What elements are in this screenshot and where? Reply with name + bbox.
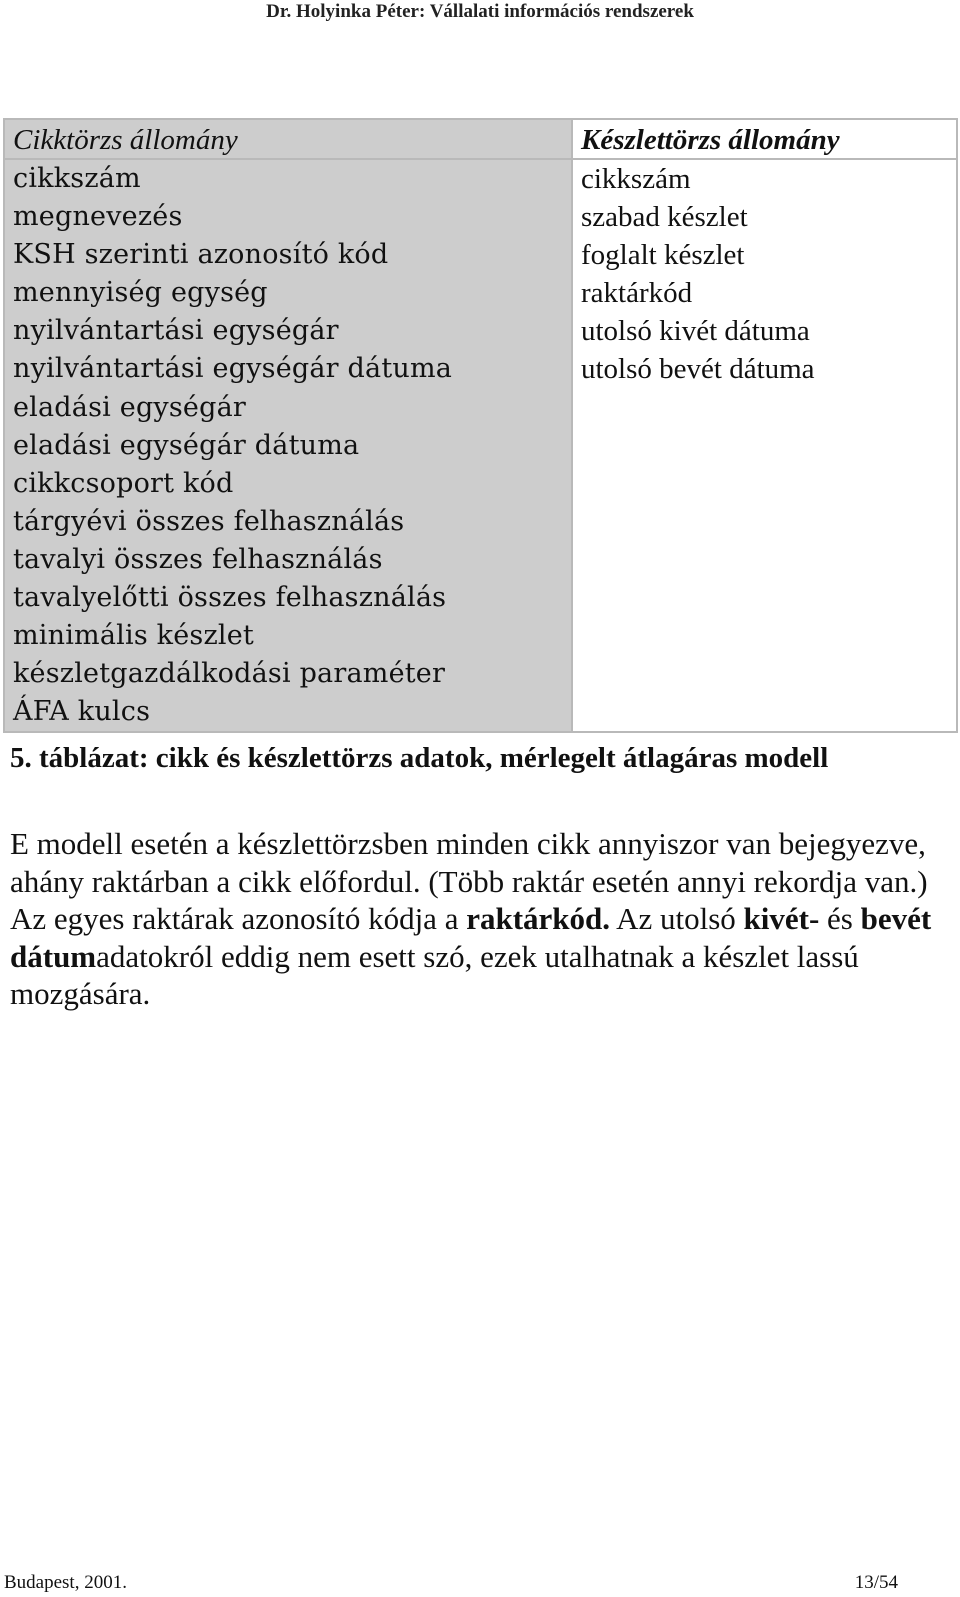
list-item: szabad készlet bbox=[581, 201, 748, 234]
left-column-title: Cikktörzs állomány bbox=[4, 119, 572, 159]
list-item: nyilvántartási egységár bbox=[13, 315, 339, 347]
list-item: utolsó kivét dátuma bbox=[581, 315, 810, 348]
right-column-body bbox=[572, 159, 957, 732]
list-item: tárgyévi összes felhasználás bbox=[13, 505, 405, 537]
list-item: megnevezés bbox=[13, 201, 183, 233]
right-field-list bbox=[573, 160, 956, 389]
page-number: 13/54 bbox=[854, 1572, 898, 1593]
paragraph-text: E modell esetén a készlettörzsben minden cikk annyiszor van bejegyezve, ahány raktárban a cikk előfordul. (Több raktár esetén annyi rekordja van.) Az egyes raktárak azonosító kódja a bbox=[10, 826, 928, 936]
paragraph-bold-term: bevét dátum bbox=[10, 901, 932, 974]
body-paragraph bbox=[10, 825, 950, 1013]
paragraph-bold-term: raktárkód. bbox=[466, 901, 611, 936]
list-item: ÁFA kulcs bbox=[13, 696, 151, 728]
footer-location-date: Budapest, 2001. bbox=[4, 1572, 127, 1593]
list-item: minimális készlet bbox=[13, 620, 254, 652]
table-caption: 5. táblázat: cikk és készlettörzs adatok, mérlegelt átlagáras modell bbox=[10, 742, 829, 774]
list-item: eladási egységár bbox=[13, 391, 247, 423]
list-item: utolsó bevét dátuma bbox=[581, 353, 815, 386]
list-item: foglalt készlet bbox=[581, 239, 745, 272]
list-item: cikkcsoport kód bbox=[13, 467, 234, 499]
data-table bbox=[3, 118, 958, 733]
right-column-title: Készlettörzs állomány bbox=[572, 119, 957, 159]
paragraph-text: adatokról eddig nem esett szó, ezek utalhatnak a készlet lassú mozgására. bbox=[10, 938, 859, 1011]
left-column-body bbox=[4, 159, 572, 732]
paragraph-text: Az utolsó bbox=[610, 901, 744, 936]
list-item: cikkszám bbox=[581, 163, 691, 195]
list-item: eladási egységár dátuma bbox=[13, 429, 360, 461]
list-item: nyilvántartási egységár dátuma bbox=[13, 353, 453, 385]
list-item: raktárkód bbox=[581, 277, 693, 310]
paragraph-text: és bbox=[819, 901, 861, 936]
list-item: tavalyi összes felhasználás bbox=[13, 543, 383, 575]
list-item: készletgazdálkodási paraméter bbox=[13, 658, 446, 690]
page-header: Dr. Holyinka Péter: Vállalati információs rendszerek bbox=[266, 1, 694, 22]
list-item: cikkszám bbox=[13, 163, 141, 194]
paragraph-bold-term: kivét- bbox=[743, 901, 820, 936]
list-item: tavalyelőtti összes felhasználás bbox=[13, 582, 447, 614]
list-item: KSH szerinti azonosító kód bbox=[13, 239, 389, 271]
left-field-list bbox=[5, 160, 571, 731]
list-item: mennyiség egység bbox=[13, 277, 268, 309]
